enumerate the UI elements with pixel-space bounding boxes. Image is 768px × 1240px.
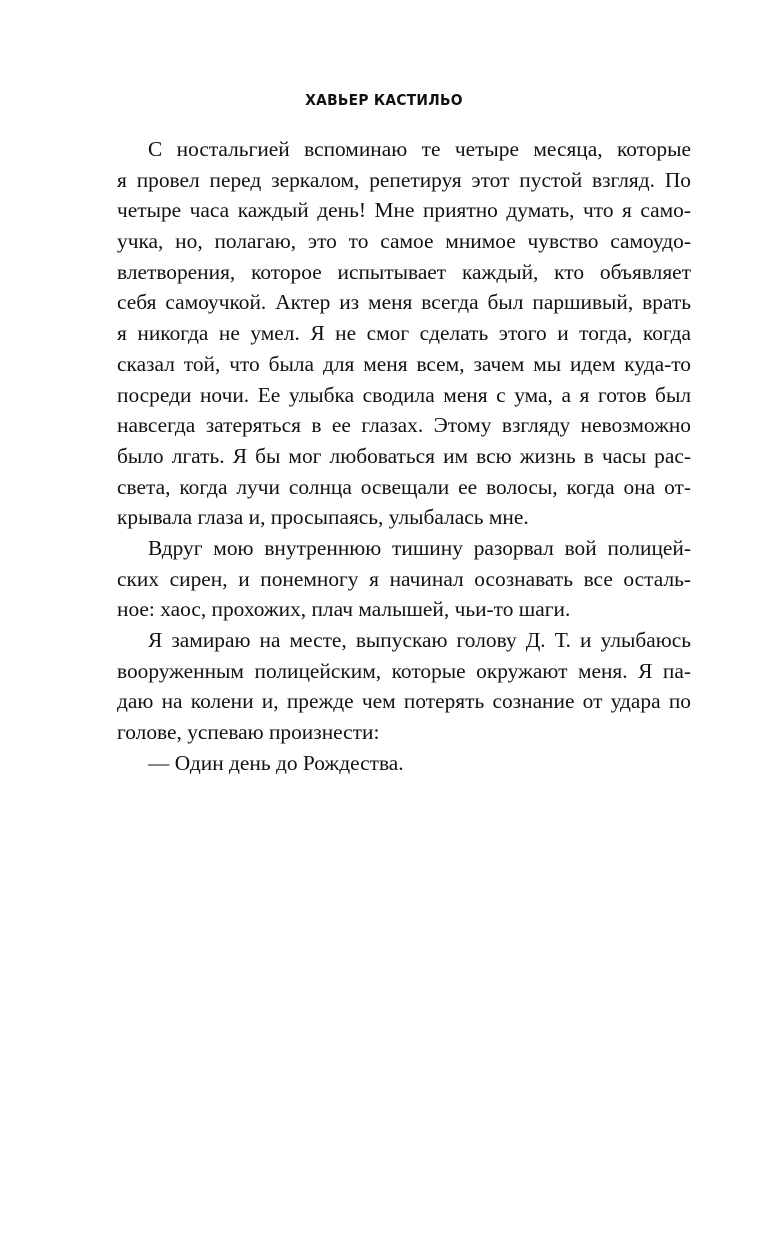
text-line: четыре часа каждый день! Мне приятно думать, что я само- [117, 198, 691, 223]
paragraph-1 [117, 134, 691, 533]
text-line: себя самоучкой. Актер из меня всегда был паршивый, врать [117, 290, 691, 315]
paragraph-3 [117, 625, 691, 748]
text-line: Вдруг мою внутреннюю тишину разорвал вой полицей- [148, 535, 691, 560]
text-line: посреди ночи. Ее улыбка сводила меня с ума, а я готов был [117, 382, 691, 407]
paragraph-2 [117, 533, 691, 625]
text-line: было лгать. Я бы мог любоваться им всю жизнь в часы рас- [117, 443, 691, 468]
paragraph-dialogue [117, 748, 691, 779]
text-line: света, когда лучи солнца освещали ее волосы, когда она от- [117, 474, 691, 499]
text-line: ное: хаос, прохожих, плач малышей, чьи-то шаги. [117, 597, 571, 622]
text-line: сказал той, что была для меня всем, зачем мы идем куда-то [117, 351, 691, 376]
text-line: ских сирен, и понемногу я начинал осознавать все осталь- [117, 566, 691, 591]
text-line: Я замираю на месте, выпускаю голову Д. Т. и улыбаюсь [148, 628, 691, 652]
text-line: вооруженным полицейским, которые окружают меня. Я па- [117, 658, 691, 683]
text-line: влетворения, которое испытывает каждый, кто объявляет [117, 259, 691, 284]
dialogue-line: — Один день до Рождества. [148, 750, 404, 775]
text-line: я провел перед зеркалом, репетируя этот пустой взгляд. По [117, 167, 691, 192]
text-line: даю на колени и, прежде чем потерять сознание от удара по [117, 689, 691, 714]
text-line: навсегда затеряться в ее глазах. Этому взгляду невозможно [117, 413, 691, 438]
running-head-author: ХАВЬЕР КАСТИЛЬО [305, 91, 463, 109]
text-line: я никогда не умел. Я не смог сделать этого и тогда, когда [117, 321, 691, 346]
text-line: С ностальгией вспоминаю те четыре месяца, которые [148, 137, 691, 161]
text-line: крывала глаза и, просыпаясь, улыбалась мне. [117, 505, 529, 530]
text-line: учка, но, полагаю, это то самое мнимое чувство самоудо- [117, 229, 691, 254]
text-line: голове, успеваю произнести: [117, 720, 380, 745]
body-text [117, 134, 691, 778]
